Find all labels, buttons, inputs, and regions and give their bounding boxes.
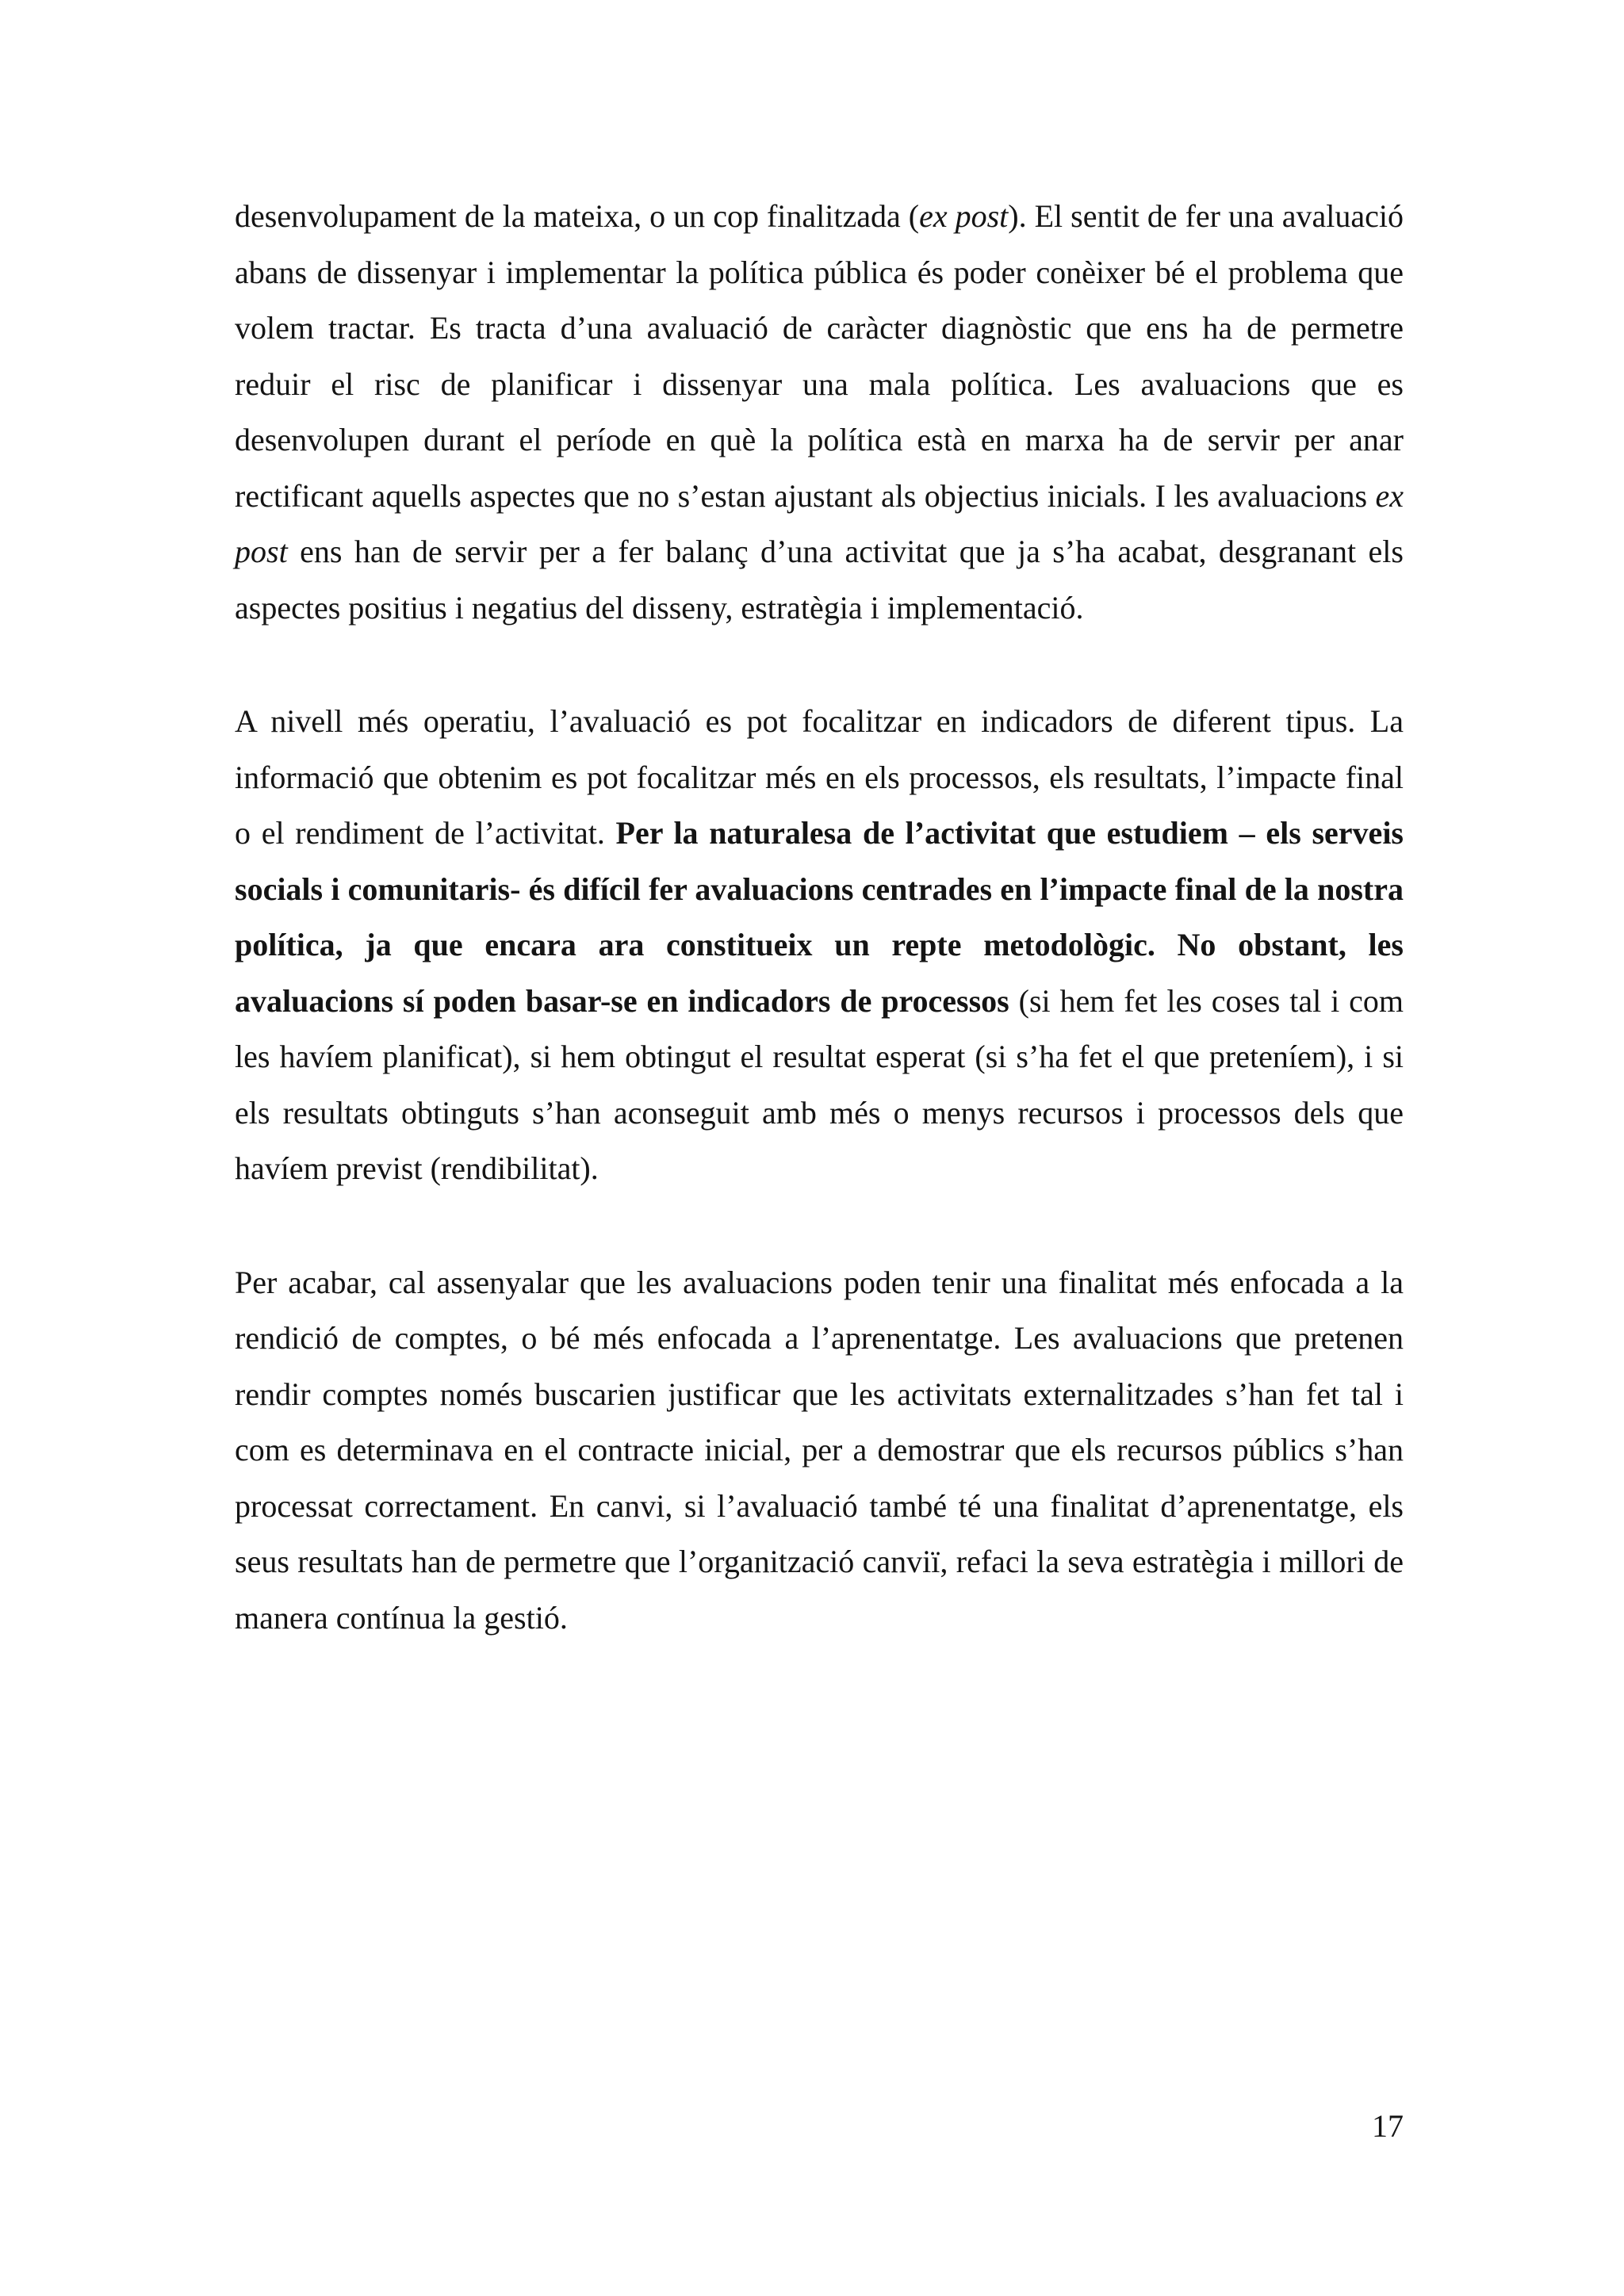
italic-run: ex post xyxy=(919,198,1009,234)
text-run: Per acabar, cal assenyalar que les avaluacions poden tenir una finalitat més enfocada a la rendició de comptes, o bé més enfocada a l’aprenentatge. Les avaluacions que pretenen rendir comptes només buscarien justificar que les activitats externalitzades s’han fet tal i com es determinava en el contracte inicial, per a demostrar que els recursos públics s’han processat correctament. En canvi, si l’avaluació també té una finalitat d’aprenentatge, els seus resultats han de permetre que l’organització canviï, refaci la seva estratègia i millori de manera contínua la gestió. xyxy=(235,1264,1404,1636)
text-run: ). El sentit de fer una avaluació abans de dissenyar i implementar la política pública és poder conèixer bé el problema que volem tractar. Es tracta d’una avaluació de caràcter diagnòstic que ens ha de permetre reduir el risc de planificar i dissenyar una mala política. Les avaluacions que es desenvolupen durant el període en què la política està en marxa ha de servir per anar rectificant aquells aspectes que no s’estan ajustant als objectius inicials. I les avaluacions xyxy=(235,198,1404,514)
page-number: 17 xyxy=(1372,2108,1404,2144)
body-text xyxy=(235,189,1404,1646)
paragraph-2 xyxy=(235,694,1404,1197)
text-run: desenvolupament de la mateixa, o un cop finalitzada ( xyxy=(235,198,920,234)
text-run: (si hem fet les coses tal i com les havíem planificat), si hem obtingut el resultat esperat (si s’ha fet el que preteníem), i si els resultats obtinguts s’han aconseguit amb més o menys recursos i processos dels que havíem previst (rendibilitat). xyxy=(235,982,1404,1186)
italic-run: ex post xyxy=(235,477,1404,569)
paragraph-1 xyxy=(235,189,1404,636)
text-run: ens han de servir per a fer balanç d’una activitat que ja s’ha acabat, desgranant els aspectes positius i negatius del disseny, estratègia i implementació. xyxy=(235,534,1404,626)
bold-run: Per la naturalesa de l’activitat que estudiem – els serveis socials i comunitaris- és difícil fer avaluacions centrades en l’impacte final de la nostra política, ja que encara ara constitueix un repte metodològic. No obstant, les avaluacions sí poden basar-se en indicadors de processos xyxy=(235,815,1404,1019)
paragraph-3 xyxy=(235,1255,1404,1647)
text-run: A nivell més operatiu, l’avaluació es pot focalitzar en indicadors de diferent tipus. La informació que obtenim es pot focalitzar més en els processos, els resultats, l’impacte final o el rendiment de l’activitat. xyxy=(235,703,1404,851)
